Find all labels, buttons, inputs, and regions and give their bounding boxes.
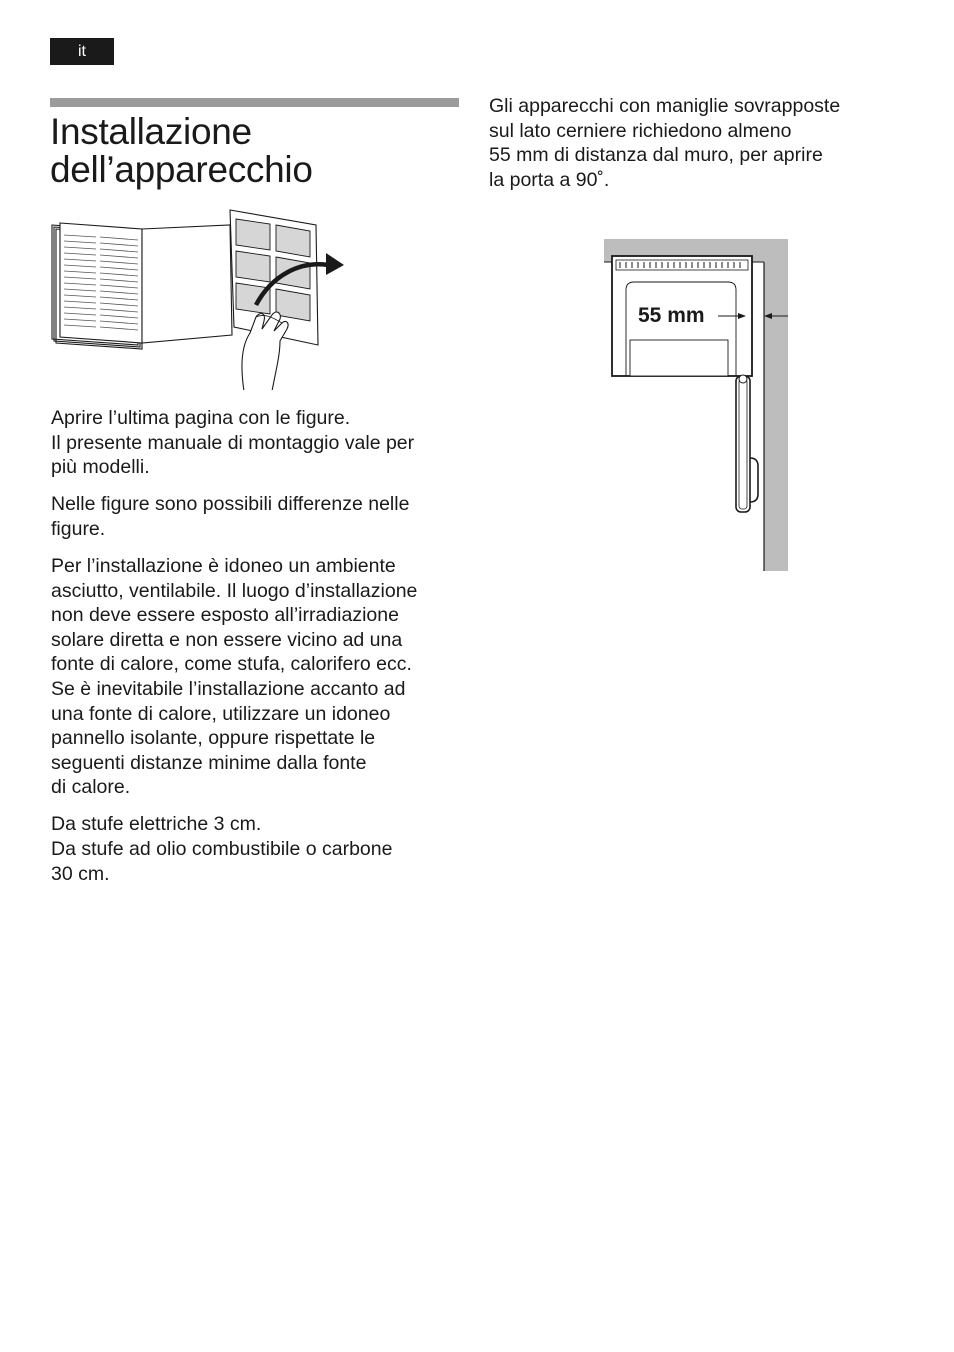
text-line: Da stufe ad olio combustibile o carbone [51,838,393,860]
text-line: la porta a 90˚. [489,168,610,191]
text-line: 55 mm di distanza dal muro, per aprire [489,144,823,167]
text-line: più modelli. [51,456,150,479]
text-line: una fonte di calore, utilizzare un idoneo [51,702,391,725]
text-line: Il presente manuale di montaggio vale per [51,431,415,454]
text-line: non deve essere esposto all’irradiazione [51,604,399,627]
text-line: figure. [51,517,106,540]
wall-clearance-diagram [594,236,794,576]
text-line: solare diretta e non essere vicino ad una [51,628,403,651]
paragraph [51,406,467,480]
text-line: pannello isolante, oppure rispettate le [51,727,376,750]
section-rule [50,98,459,107]
paragraph [489,94,899,192]
right-column-text [489,94,899,192]
text-line: Gli apparecchi con maniglie sovrapposte [489,95,841,117]
text-line: Se è inevitabile l’installazione accanto ad [51,677,406,700]
text-line: sul lato cerniere richiedono almeno [489,119,792,142]
text-line: Da stufe elettriche 3 cm. [51,813,262,836]
section-title [50,113,470,189]
text-line: Nelle figure sono possibili differenze nelle [51,493,410,516]
text-line: 30 cm. [51,862,110,885]
open-manual-illustration [50,205,346,390]
left-column-text [51,406,467,899]
dimension-label: 55 mm [638,304,705,327]
paragraph [51,554,467,800]
language-tab: it [50,38,114,65]
text-line: Per l’installazione è idoneo un ambiente [51,554,396,577]
text-line: seguenti distanze minime dalla fonte [51,751,367,774]
text-line: fonte di calore, come stufa, calorifero ecc. [51,653,412,676]
paragraph [51,812,467,886]
text-line: asciutto, ventilabile. Il luogo d’installazione [51,579,418,602]
title-line-2: dell’apparecchio [50,149,313,190]
text-line: di calore. [51,776,131,799]
paragraph [51,492,467,541]
text-line: Aprire l’ultima pagina con le figure. [51,407,351,429]
title-line-1: Installazione [50,111,252,152]
